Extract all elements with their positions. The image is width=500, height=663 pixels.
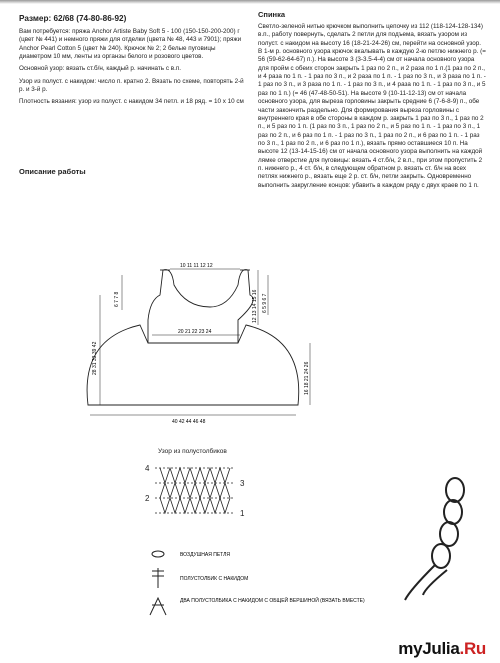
hem-width-label: 40 42 44 46 48 — [172, 419, 206, 425]
instructions-column — [258, 10, 486, 194]
row-label-1: 1 — [240, 509, 245, 518]
cluster-icon — [150, 598, 166, 615]
main-pattern-text: Основной узор: вязать ст.б/н, каждый р. начинать с в.п. — [19, 65, 181, 73]
site-watermark — [398, 639, 486, 659]
skirt-outline — [87, 325, 299, 405]
pattern-title: Узор из полустолбиков — [158, 448, 227, 455]
stitch-chart — [140, 458, 260, 528]
materials-column — [19, 14, 249, 111]
watermark-suffix: .Ru — [459, 639, 486, 658]
left-height-label: 28 31 33 39 42 — [92, 341, 98, 375]
row-label-4: 4 — [145, 464, 150, 473]
waist-width-label: 20 21 22 23 24 — [178, 329, 212, 335]
row-label-3: 3 — [240, 479, 245, 488]
row-label-2: 2 — [145, 494, 150, 503]
work-description-heading: Описание работы — [19, 167, 86, 176]
top-dark-rule — [0, 0, 500, 4]
legend-label-cluster: ДВА ПОЛУСТОЛБИКА С НАКИДОМ С ОБЩЕЙ ВЕРШИНОЙ (ВЯЗАТЬ ВМЕСТЕ) — [180, 598, 365, 604]
back-instructions: Светло-зеленой нитью крючком выполнить цепочку из 112 (118-124-128-134) в.п., работу повернуть, сделать 2 петли для подъема, вязать узором из полуст. с накидом на высоту 16 (18-21-24-26) см, перейти на основной узор. В 1-м р. основного узора крючок вкалывать в каждую 2-ю петлю нижнего р. (= 56 (59-62-64-67) п.). На высоте 3 (3-3.5-4-4) см от начала основного узора для пройм с обеих сторон закрыть 1 раз по 2 п., и 2 раза по 1 п.(1 раз по 2 п., и 4 раза по 1 п. - 1 раз по 3 п., и 2 раза по 1 п. - 1 раз по 3 п., и 3 раза по 1 п. - 1 раз по 3 п., и 3 раза по 1 п. - 1 раз по 3 п., и 4 раза по 1 п. - 1 раз по 3 п., и 5 раз по 1 п.) (= 46 (47-48-50-51). На высоте 9 (10-11-12-13) см от начала основного узора, для выреза горловины закрыть средние 6 (7-6-8-9) п., обе части закончить раздельно. Для формирования выреза горловины с внутреннего края в обе стороны в каждом р. закрыть 1 раз по 3 п., 1 раз по 2 п., и 5 раз по 1 п. (1 раз по 3 п., 1 раз по 2 п., и 5 раз по 1 п. - 1 раз по 3 п., 1 раз по 2 п., и 6 раз по 1 п. - 1 раз по 3 п., 1 раз по 2 п., и 6 раз по 1 п. - 1 раз по 3 п., 1 раз по 2 п., и 6 раз по 1 п.), вязать прямо оставшиеся 10 п. На высоте 12 (13-14-15-16) см от начала основного узора выполнить на каждой лямке отверстие для пуговицы: вязать 4 ст.б/н, 2 в.п., при этом пропустить 2 п. нижнего р., 4 ст. б/н, в следующем обратном р. вязать ст. б/н на всех петлях нижнего р., вязать еще 2 р. ст. б/н, петли закрыть. Одновременно выполнить закругление концов: убавить в каждом ряду с двух краев по 1 п. — [258, 22, 486, 189]
skirt-height-label: 16 18 21 24 26 — [304, 361, 310, 395]
right-inner-label: 6 5 9 6 7 — [262, 293, 268, 313]
chain-loop-icon — [152, 551, 164, 557]
lace-pattern-text: Узор из полуст. с накидом: число п. кратно 2. Вязать по схеме, повторять 2-й р. и 3-й р. — [19, 77, 244, 94]
stitch-legend — [140, 540, 365, 625]
garment-schematic — [0, 255, 500, 440]
legend-label-chain: ВОЗДУШНАЯ ПЕТЛЯ — [180, 552, 230, 558]
strap-width-label: 10 11 11 12 12 — [180, 263, 213, 269]
density-text: Плотность вязания: узор из полуст. с накидом 34 петл. и 18 ряд. = 10 х 10 см — [19, 98, 244, 106]
materials-text: Вам потребуется: пряжа Anchor Artiste Baby Soft 5 - 100 (150-150-200-200) г (цвет № 441) и немного пряжи для отделки (цвета № 48, 443 и 7901); пряжи Anchor Pearl Cotton 5 (цвет № 240). Крючок № 2; 2 белые пуговицы диаметром 10 мм, ленты из органзы белого и розового цветов. — [19, 27, 242, 60]
back-heading: Спинка — [258, 10, 286, 19]
strap-illustration — [395, 470, 485, 610]
strap-height-label: 6 7 7 8 — [114, 291, 120, 307]
size-heading: Размер: 62/68 (74-80-86-92) — [19, 14, 127, 23]
legend-label-hdc: ПОЛУСТОЛБИК С НАКИДОМ — [180, 576, 249, 582]
half-double-crochet-icon — [152, 568, 164, 588]
right-strap-label: 12 13 14 15 16 — [252, 289, 258, 323]
watermark-prefix: myJulia — [398, 639, 460, 658]
